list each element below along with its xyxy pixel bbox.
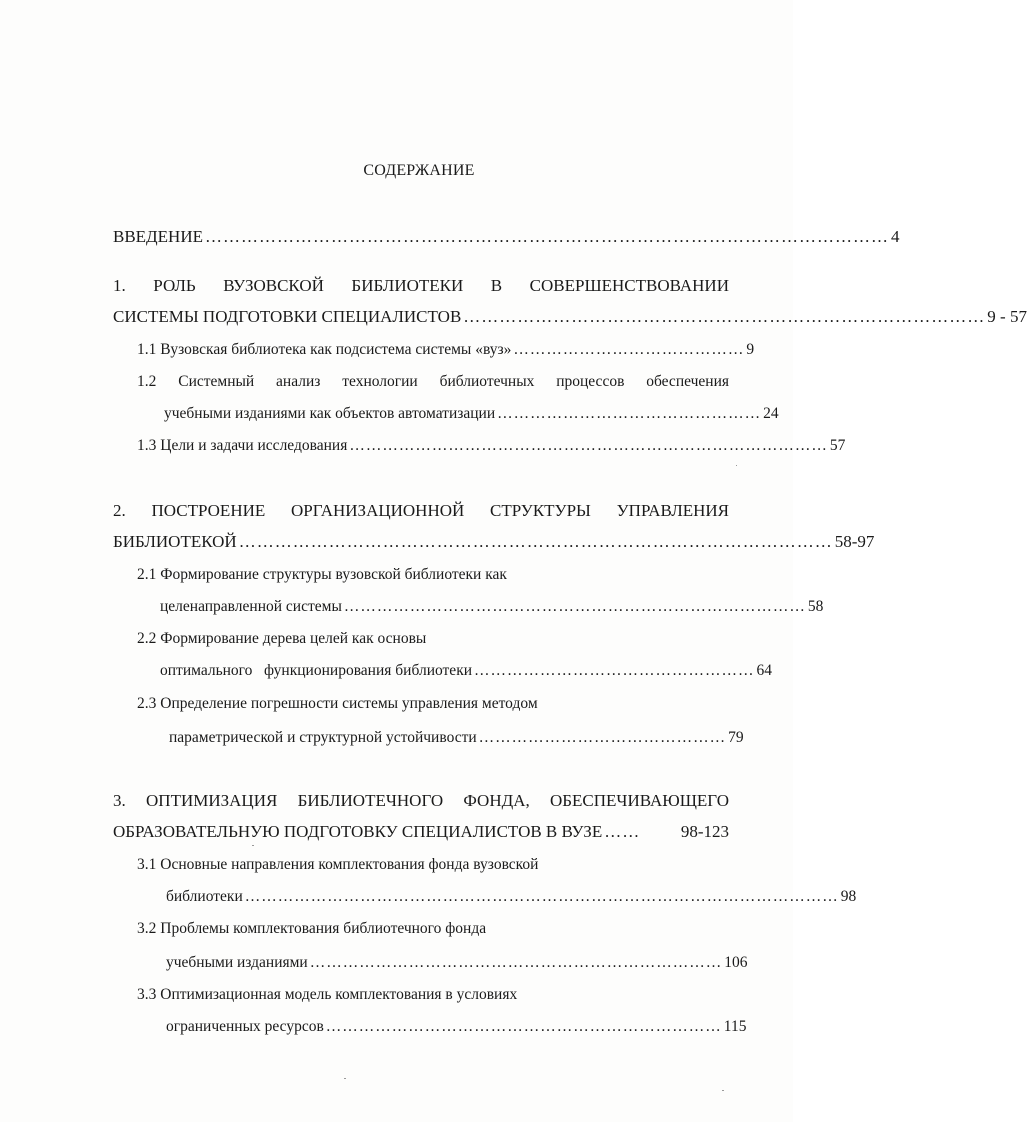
chapter-2-title: БИБЛИОТЕКОЙ — [113, 532, 237, 551]
leader-dots: ……………………………………………………………………………………………… — [244, 888, 839, 905]
chapter-3-title: ОБРАЗОВАТЕЛЬНУЮ ПОДГОТОВКУ СПЕЦИАЛИСТОВ В ВУЗЕ — [113, 822, 603, 841]
section-title: оптимального функционирования библиотеки — [160, 662, 473, 679]
page-title: СОДЕРЖАНИЕ — [363, 162, 475, 179]
toc-entry-label: ВВЕДЕНИЕ — [113, 227, 203, 246]
section-title: библиотеки — [166, 888, 243, 905]
leader-dots: ………………………………………………………………………… — [343, 598, 806, 615]
section-page: 57 — [829, 437, 846, 454]
section-title: учебными изданиями — [166, 954, 308, 971]
chapter-2-heading-cont — [113, 532, 875, 552]
leader-dots: ……………………………………………………………… — [325, 1018, 722, 1035]
toc-page-number: 4 — [890, 227, 900, 246]
chapter-3-heading: 3. ОПТИМИЗАЦИЯ БИБЛИОТЕЧНОГО ФОНДА, ОБЕСПЕЧИВАЮЩЕГО — [113, 791, 729, 810]
section-title: ограниченных ресурсов — [166, 1018, 324, 1035]
scan-speck — [252, 845, 254, 846]
leader-dots: …………………………………………………………………………… — [349, 437, 828, 454]
chapter-3-pages: 98-123 — [680, 822, 729, 841]
section-1-2 — [164, 405, 779, 423]
chapter-2-pages: 58-97 — [834, 532, 875, 551]
section-2-1-line1: 2.1 Формирование структуры вузовской библиотеки как — [137, 566, 507, 583]
section-page: 9 — [746, 341, 755, 358]
section-1-1 — [137, 341, 755, 359]
scan-speck — [736, 465, 737, 466]
chapter-1-heading-cont — [113, 307, 1027, 327]
chapter-1-pages: 9 - 57 — [987, 307, 1027, 326]
leader-dots: …………………………………………… — [474, 662, 755, 679]
section-2-2-line1: 2.2 Формирование дерева целей как основы — [137, 630, 427, 647]
leader-dots: …………………………………………………………………………………………………… — [204, 227, 889, 246]
leader-dots: …… — [604, 822, 641, 841]
leader-dots: …………………………………… — [513, 341, 745, 358]
section-3-3 — [166, 1018, 747, 1036]
section-title: учебными изданиями как объектов автоматизации — [164, 405, 496, 422]
leader-dots: …………………………………………………………………………… — [463, 307, 986, 326]
section-2-1 — [160, 598, 824, 616]
section-page: 24 — [763, 405, 779, 422]
section-1-3 — [137, 437, 846, 455]
section-title: 1.3 Цели и задачи исследования — [137, 437, 348, 454]
section-2-3 — [169, 729, 744, 747]
section-2-2 — [160, 662, 773, 680]
section-3-2-line1: 3.2 Проблемы комплектования библиотечного фонда — [137, 920, 487, 937]
chapter-3-heading-cont — [113, 822, 729, 842]
leader-dots: ……………………………………………………………………………………… — [238, 532, 833, 551]
section-page: 64 — [756, 662, 773, 679]
section-title: параметрической и структурной устойчивости — [169, 729, 477, 746]
chapter-1-title: СИСТЕМЫ ПОДГОТОВКИ СПЕЦИАЛИСТОВ — [113, 307, 462, 326]
scan-speck — [344, 1078, 346, 1079]
section-3-1 — [166, 888, 857, 906]
leader-dots: ………………………………………………………………… — [309, 954, 723, 971]
section-page: 58 — [807, 598, 824, 615]
chapter-2-heading: 2. ПОСТРОЕНИЕ ОРГАНИЗАЦИОННОЙ СТРУКТУРЫ УПРАВЛЕНИЯ — [113, 501, 729, 520]
section-3-3-line1: 3.3 Оптимизационная модель комплектования в условиях — [137, 986, 518, 1003]
chapter-1-heading: 1. РОЛЬ ВУЗОВСКОЙ БИБЛИОТЕКИ В СОВЕРШЕНСТВОВАНИИ — [113, 276, 729, 295]
section-3-1-line1: 3.1 Основные направления комплектования фонда вузовской — [137, 856, 539, 873]
toc-entry-intro — [113, 227, 900, 247]
section-page: 106 — [724, 954, 748, 971]
section-title: 1.1 Вузовская библиотека как подсистема системы «вуз» — [137, 341, 512, 358]
leader-dots: ………………………………………… — [497, 405, 762, 422]
scan-speck — [722, 1090, 724, 1091]
leader-dots: ……………………………………… — [478, 729, 727, 746]
section-1-2-line1: 1.2 Системный анализ технологии библиотечных процессов обеспечения — [137, 373, 729, 390]
section-page: 98 — [840, 888, 857, 905]
section-page: 115 — [723, 1018, 747, 1035]
section-title: целенаправленной системы — [160, 598, 342, 615]
section-3-2 — [166, 954, 748, 972]
section-2-3-line1: 2.3 Определение погрешности системы управления методом — [137, 695, 538, 712]
section-page: 79 — [728, 729, 744, 746]
